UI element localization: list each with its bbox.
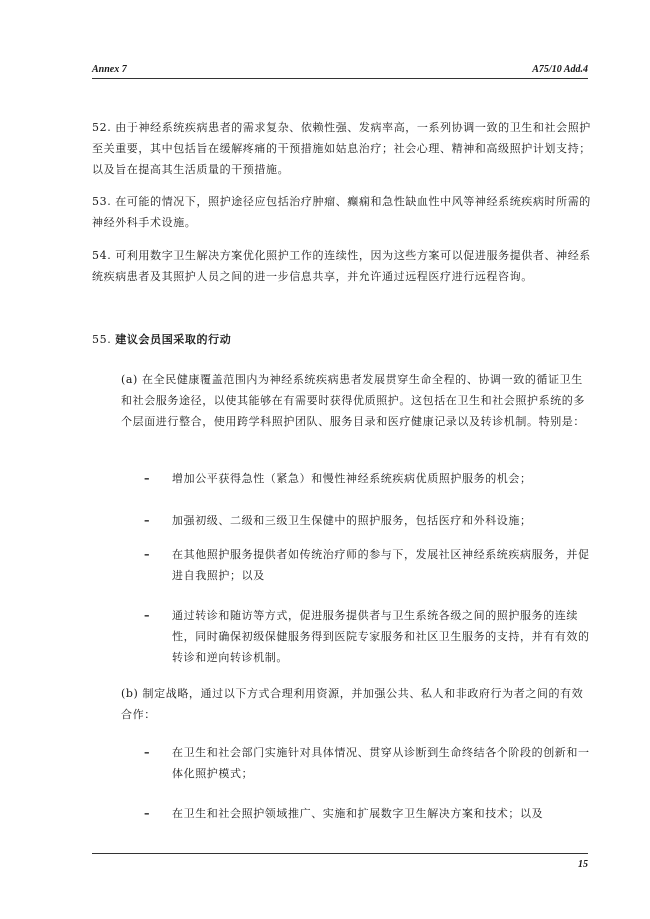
paragraph-55-heading xyxy=(92,329,592,350)
page-number: 15 xyxy=(578,859,588,870)
bullet-text: 通过转诊和随访等方式，促进服务提供者与卫生系统各级之间的照护服务的连续性，同时确保初级保健服务得到医院专家服务和社区卫生服务的支持，并有有效的转诊和逆向转诊机制。 xyxy=(172,609,590,664)
bullet-text: 在卫生和社会照护领域推广、实施和扩展数字卫生解决方案和技术；以及 xyxy=(172,807,544,820)
bullet-text: 在其他照护服务提供者如传统治疗师的参与下，发展社区神经系统疾病服务，并促进自我照护；以及 xyxy=(172,548,590,582)
annex-label: Annex 7 xyxy=(92,64,127,75)
subsection-a-intro: (a) 在全民健康覆盖范围内为神经系统疾病患者发展贯穿生命全程的、协调一致的循证卫生和社会服务途径，以使其能够在有需要时获得优质照护。这包括在卫生和社会照护系统的多个层面进行整合，使用跨学科照护团队、服务目录和医疗健康记录以及转诊机制。特别是： xyxy=(121,373,585,428)
paragraph-52 xyxy=(92,117,592,180)
paragraph-53 xyxy=(92,191,592,233)
page-header xyxy=(92,62,588,79)
paragraph-number: 52. xyxy=(92,121,112,134)
section-heading: 建议会员国采取的行动 xyxy=(115,333,232,346)
paragraph-54 xyxy=(92,245,592,287)
bullet-dash: – xyxy=(144,807,151,820)
paragraph-number: 54. xyxy=(92,249,112,262)
bullet-dash: – xyxy=(144,609,151,622)
bullet-dash: – xyxy=(144,746,151,759)
bullet-dash: – xyxy=(144,514,151,527)
bullet-text: 增加公平获得急性（紧急）和慢性神经系统疾病优质照护服务的机会； xyxy=(172,472,532,485)
page-footer xyxy=(92,853,588,874)
paragraph-number: 55. xyxy=(92,333,112,346)
paragraph-text: 可利用数字卫生解决方案优化照护工作的连续性，因为这些方案可以促进服务提供者、神经系统疾病患者及其照护人员之间的进一步信息共享，并允许通过远程医疗进行远程咨询。 xyxy=(92,249,591,283)
bullet-text: 在卫生和社会部门实施针对具体情况、贯穿从诊断到生命终结各个阶段的创新和一体化照护模式； xyxy=(172,746,590,780)
document-code: A75/10 Add.4 xyxy=(532,64,588,75)
paragraph-text: 在可能的情况下，照护途径应包括治疗肿瘤、癫痫和急性缺血性中风等神经系统疾病时所需的神经外科手术设施。 xyxy=(92,195,591,229)
paragraph-text: 由于神经系统疾病患者的需求复杂、依赖性强、发病率高，一系列协调一致的卫生和社会照护至关重要，其中包括旨在缓解疼痛的干预措施如姑息治疗；社会心理、精神和高级照护计划支持；以及旨在提高其生活质量的干预措施。 xyxy=(92,121,591,176)
bullet-text: 加强初级、二级和三级卫生保健中的照护服务，包括医疗和外科设施； xyxy=(172,514,532,527)
paragraph-number: 53. xyxy=(92,195,112,208)
bullet-dash: – xyxy=(144,472,151,485)
subsection-b-intro: (b) 制定战略，通过以下方式合理利用资源，并加强公共、私人和非政府行为者之间的有效合作： xyxy=(121,687,584,721)
bullet-dash: – xyxy=(144,548,151,561)
